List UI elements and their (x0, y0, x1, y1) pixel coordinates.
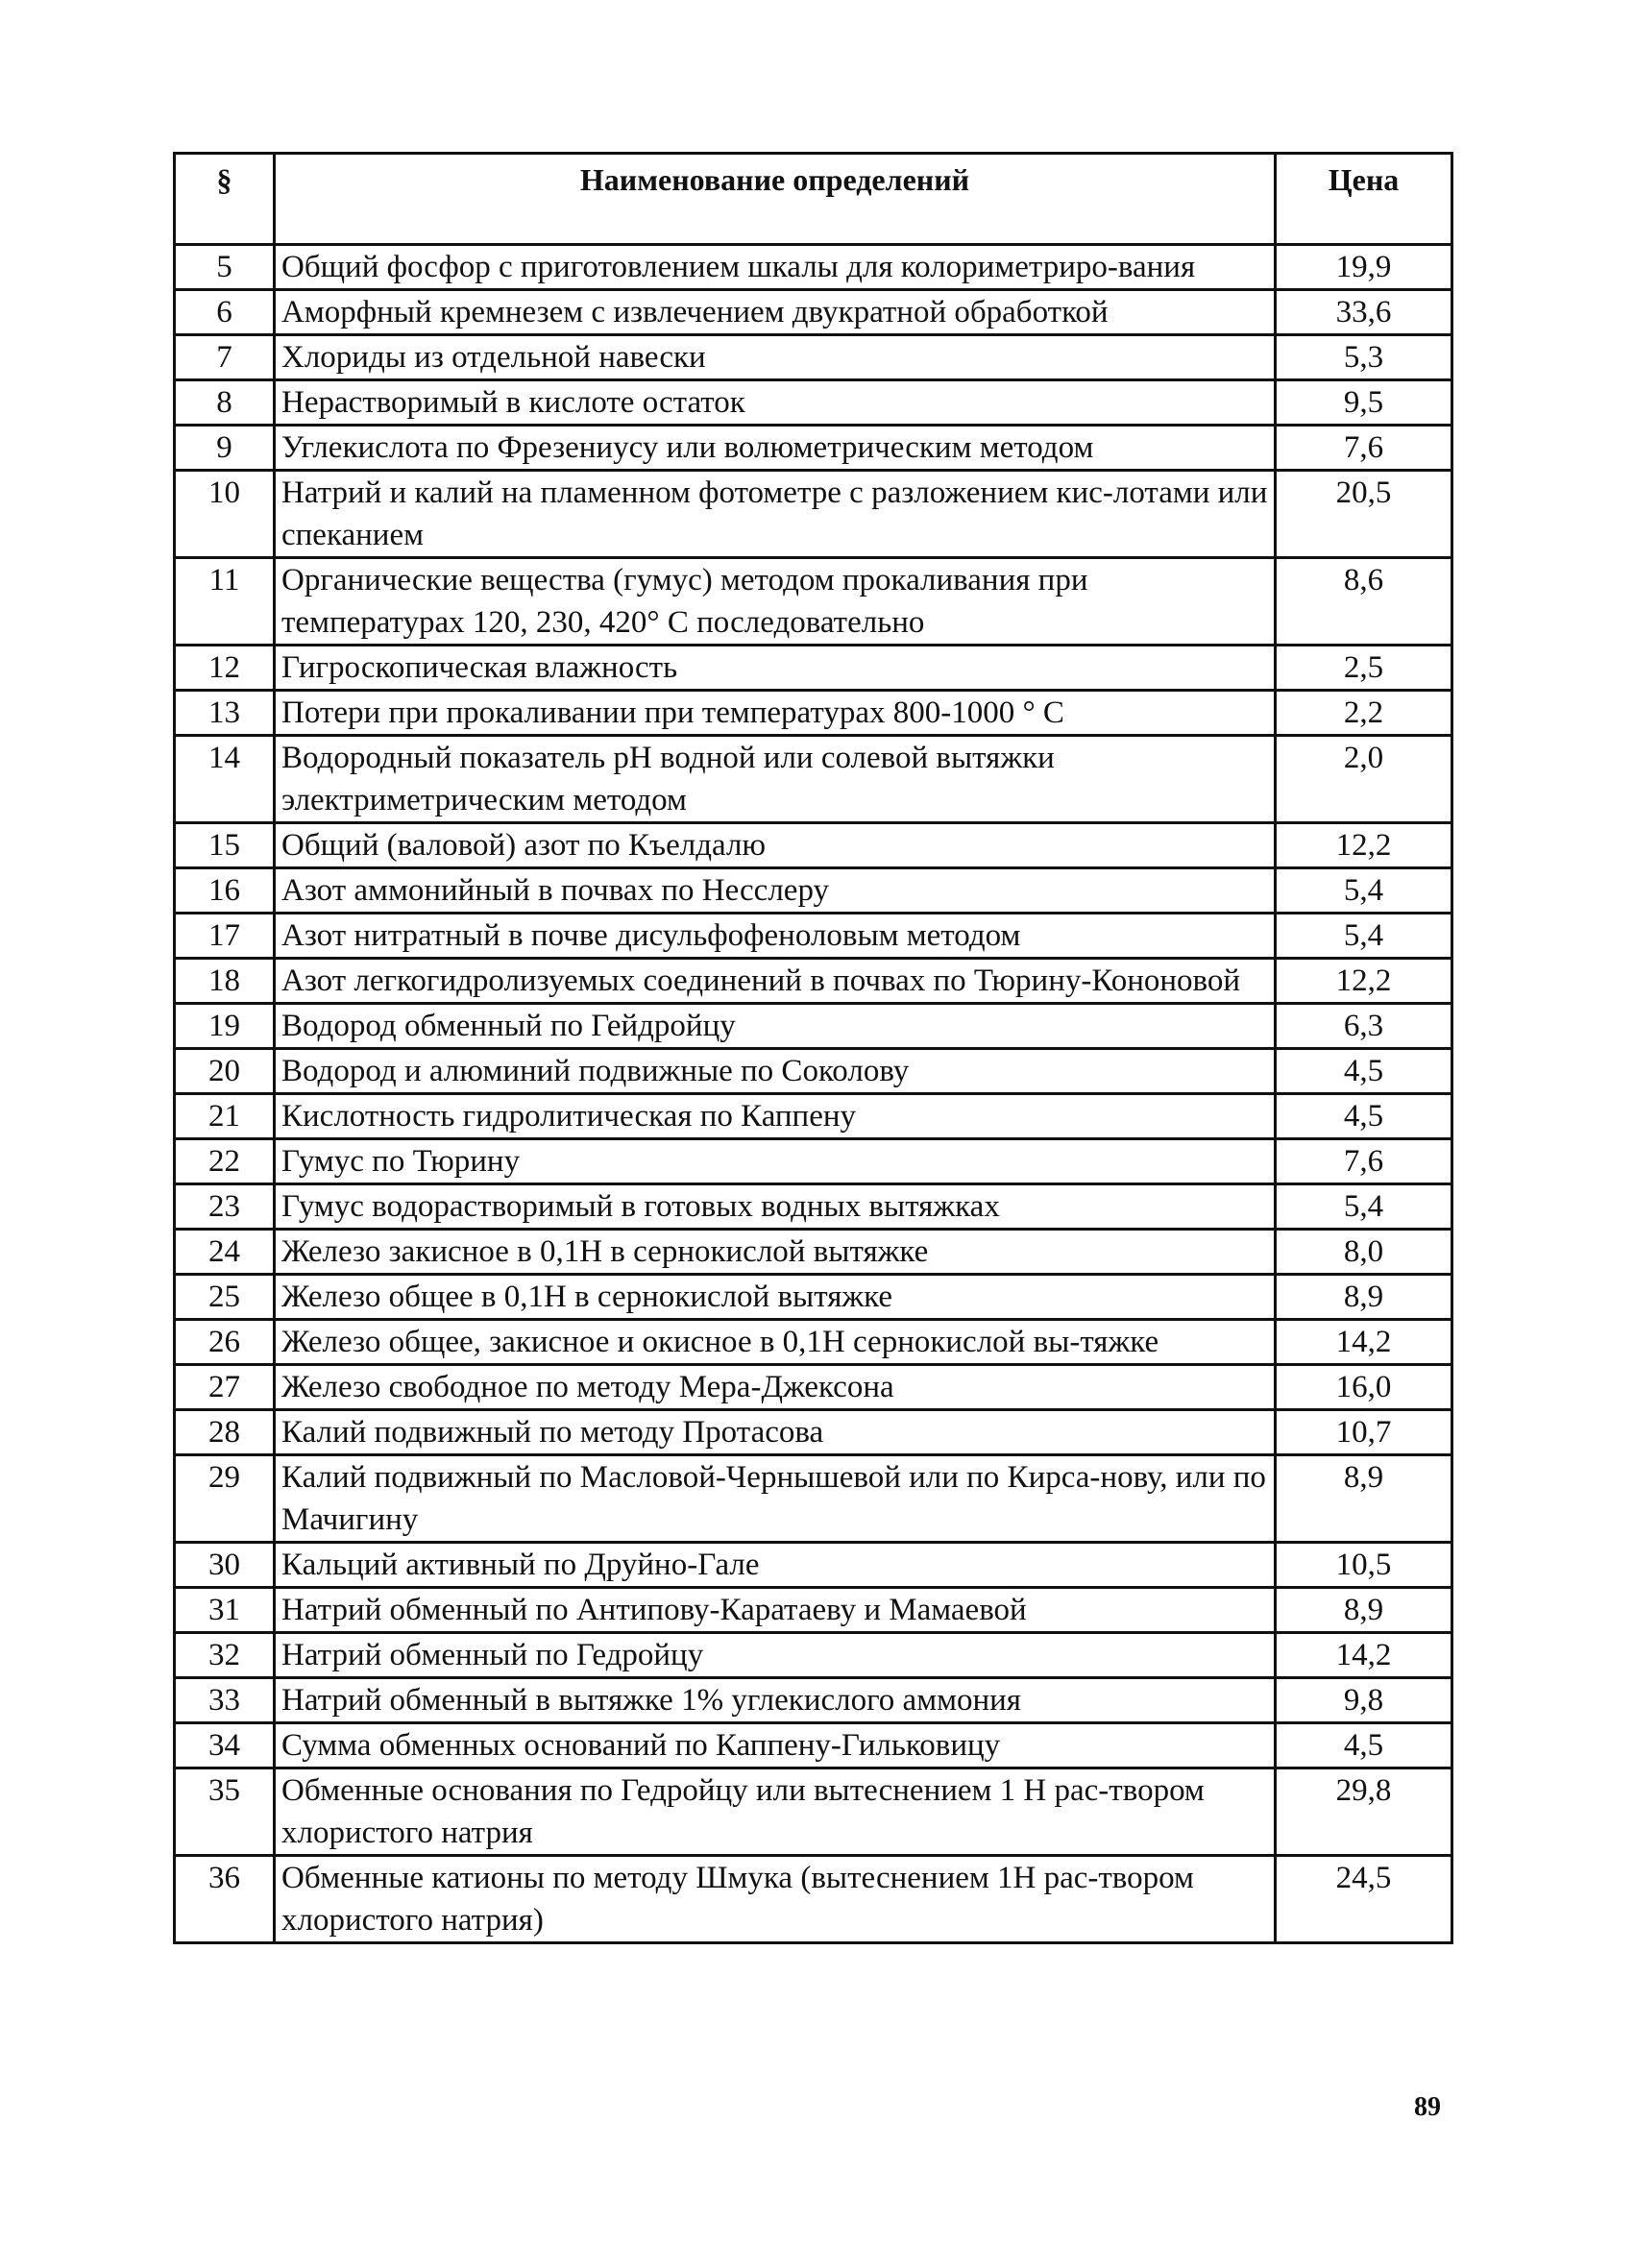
row-number: 9 (175, 426, 275, 471)
row-price: 19,9 (1276, 245, 1452, 290)
row-number: 17 (175, 914, 275, 959)
row-price: 4,5 (1276, 1723, 1452, 1768)
row-price: 2,5 (1276, 646, 1452, 691)
row-name: Железо общее в 0,1Н в сернокислой вытяжке (275, 1275, 1276, 1320)
price-table (173, 152, 1453, 1944)
row-number: 21 (175, 1094, 275, 1139)
table-row (175, 1230, 1452, 1275)
row-price: 16,0 (1276, 1365, 1452, 1410)
row-number: 16 (175, 868, 275, 914)
table-row (175, 471, 1452, 558)
table-row (175, 1455, 1452, 1543)
table-row (175, 1139, 1452, 1184)
row-name: Водород и алюминий подвижные по Соколову (275, 1049, 1276, 1094)
row-number: 7 (175, 335, 275, 380)
row-number: 35 (175, 1768, 275, 1856)
row-name: Водородный показатель рН водной или солевой вытяжки электриметрическим методом (275, 736, 1276, 823)
row-price: 7,6 (1276, 426, 1452, 471)
table-row (175, 959, 1452, 1004)
row-name: Калий подвижный по Масловой-Чернышевой или по Кирса-нову, или по Мачигину (275, 1455, 1276, 1543)
row-number: 18 (175, 959, 275, 1004)
row-price: 12,2 (1276, 823, 1452, 868)
row-number: 20 (175, 1049, 275, 1094)
table-row (175, 1365, 1452, 1410)
row-name: Обменные катионы по методу Шмука (вытеснением 1Н рас-твором хлористого натрия) (275, 1856, 1276, 1943)
table-row (175, 1049, 1452, 1094)
table-header-row (175, 154, 1452, 245)
row-price: 8,9 (1276, 1588, 1452, 1633)
row-number: 26 (175, 1320, 275, 1365)
table-row (175, 736, 1452, 823)
row-name: Железо закисное в 0,1Н в сернокислой вытяжке (275, 1230, 1276, 1275)
row-number: 30 (175, 1543, 275, 1588)
row-number: 15 (175, 823, 275, 868)
table-row (175, 380, 1452, 426)
row-price: 9,8 (1276, 1678, 1452, 1723)
row-number: 34 (175, 1723, 275, 1768)
table-body (175, 245, 1452, 1943)
row-name: Водород обменный по Гейдройцу (275, 1004, 1276, 1049)
row-name: Гумус водорастворимый в готовых водных вытяжках (275, 1184, 1276, 1230)
row-name: Общий (валовой) азот по Къелдалю (275, 823, 1276, 868)
row-price: 5,4 (1276, 868, 1452, 914)
table-row (175, 558, 1452, 646)
row-name: Углекислота по Фрезениусу или волюметрическим методом (275, 426, 1276, 471)
table-row (175, 646, 1452, 691)
row-number: 19 (175, 1004, 275, 1049)
table-row (175, 1543, 1452, 1588)
row-name: Обменные основания по Гедройцу или вытеснением 1 Н рас-твором хлористого натрия (275, 1768, 1276, 1856)
table-row (175, 691, 1452, 736)
row-name: Железо общее, закисное и окисное в 0,1Н сернокислой вы-тяжке (275, 1320, 1276, 1365)
row-number: 8 (175, 380, 275, 426)
row-number: 22 (175, 1139, 275, 1184)
row-name: Сумма обменных оснований по Каппену-Гильковицу (275, 1723, 1276, 1768)
table-row (175, 1588, 1452, 1633)
row-price: 29,8 (1276, 1768, 1452, 1856)
row-name: Азот легкогидролизуемых соединений в почвах по Тюрину-Кононовой (275, 959, 1276, 1004)
row-price: 4,5 (1276, 1094, 1452, 1139)
row-name: Аморфный кремнезем с извлечением двукратной обработкой (275, 290, 1276, 335)
row-number: 10 (175, 471, 275, 558)
table-row (175, 914, 1452, 959)
row-name: Органические вещества (гумус) методом прокаливания при температурах 120, 230, 420° С последовательно (275, 558, 1276, 646)
row-price: 8,9 (1276, 1275, 1452, 1320)
row-price: 7,6 (1276, 1139, 1452, 1184)
row-name: Кальций активный по Друйно-Гале (275, 1543, 1276, 1588)
table-row (175, 1678, 1452, 1723)
row-number: 12 (175, 646, 275, 691)
row-number: 14 (175, 736, 275, 823)
row-number: 5 (175, 245, 275, 290)
row-name: Гигроскопическая влажность (275, 646, 1276, 691)
row-name: Железо свободное по методу Мера-Джексона (275, 1365, 1276, 1410)
row-number: 33 (175, 1678, 275, 1723)
row-number: 36 (175, 1856, 275, 1943)
row-number: 32 (175, 1633, 275, 1678)
table-row (175, 290, 1452, 335)
row-name: Хлориды из отдельной навески (275, 335, 1276, 380)
row-number: 13 (175, 691, 275, 736)
header-section: § (175, 154, 275, 245)
row-name: Натрий обменный в вытяжке 1% углекислого аммония (275, 1678, 1276, 1723)
row-price: 8,9 (1276, 1455, 1452, 1543)
row-number: 25 (175, 1275, 275, 1320)
table-row (175, 245, 1452, 290)
table-row (175, 335, 1452, 380)
row-number: 28 (175, 1410, 275, 1455)
row-name: Натрий обменный по Гедройцу (275, 1633, 1276, 1678)
table-row (175, 1320, 1452, 1365)
table-row (175, 1004, 1452, 1049)
row-price: 33,6 (1276, 290, 1452, 335)
row-price: 9,5 (1276, 380, 1452, 426)
row-price: 24,5 (1276, 1856, 1452, 1943)
row-price: 14,2 (1276, 1633, 1452, 1678)
table-row (175, 1184, 1452, 1230)
row-name: Общий фосфор с приготовлением шкалы для колориметриро-вания (275, 245, 1276, 290)
row-name: Гумус по Тюрину (275, 1139, 1276, 1184)
row-number: 27 (175, 1365, 275, 1410)
table-row (175, 1723, 1452, 1768)
row-number: 23 (175, 1184, 275, 1230)
row-number: 24 (175, 1230, 275, 1275)
row-price: 2,0 (1276, 736, 1452, 823)
table-row (175, 868, 1452, 914)
row-number: 6 (175, 290, 275, 335)
row-price: 5,3 (1276, 335, 1452, 380)
row-price: 14,2 (1276, 1320, 1452, 1365)
table-row (175, 1856, 1452, 1943)
row-number: 29 (175, 1455, 275, 1543)
row-price: 2,2 (1276, 691, 1452, 736)
row-name: Нерастворимый в кислоте остаток (275, 380, 1276, 426)
table-row (175, 1633, 1452, 1678)
row-price: 10,5 (1276, 1543, 1452, 1588)
row-name: Натрий обменный по Антипову-Каратаеву и Мамаевой (275, 1588, 1276, 1633)
table-row (175, 1768, 1452, 1856)
table-row (175, 1275, 1452, 1320)
row-number: 11 (175, 558, 275, 646)
row-price: 20,5 (1276, 471, 1452, 558)
row-name: Потери при прокаливании при температурах 800-1000 ° С (275, 691, 1276, 736)
row-price: 4,5 (1276, 1049, 1452, 1094)
row-name: Калий подвижный по методу Протасова (275, 1410, 1276, 1455)
header-name: Наименование определений (275, 154, 1276, 245)
row-price: 8,6 (1276, 558, 1452, 646)
page-number: 89 (1414, 2092, 1441, 2122)
table-row (175, 1094, 1452, 1139)
row-price: 5,4 (1276, 1184, 1452, 1230)
table-row (175, 426, 1452, 471)
row-name: Кислотность гидролитическая по Каппену (275, 1094, 1276, 1139)
row-price: 12,2 (1276, 959, 1452, 1004)
header-price: Цена (1276, 154, 1452, 245)
row-price: 5,4 (1276, 914, 1452, 959)
row-price: 6,3 (1276, 1004, 1452, 1049)
table-row (175, 1410, 1452, 1455)
row-name: Натрий и калий на пламенном фотометре с разложением кис-лотами или спеканием (275, 471, 1276, 558)
row-name: Азот нитратный в почве дисульфофеноловым методом (275, 914, 1276, 959)
table-row (175, 823, 1452, 868)
row-price: 8,0 (1276, 1230, 1452, 1275)
row-price: 10,7 (1276, 1410, 1452, 1455)
row-name: Азот аммонийный в почвах по Несслеру (275, 868, 1276, 914)
row-number: 31 (175, 1588, 275, 1633)
